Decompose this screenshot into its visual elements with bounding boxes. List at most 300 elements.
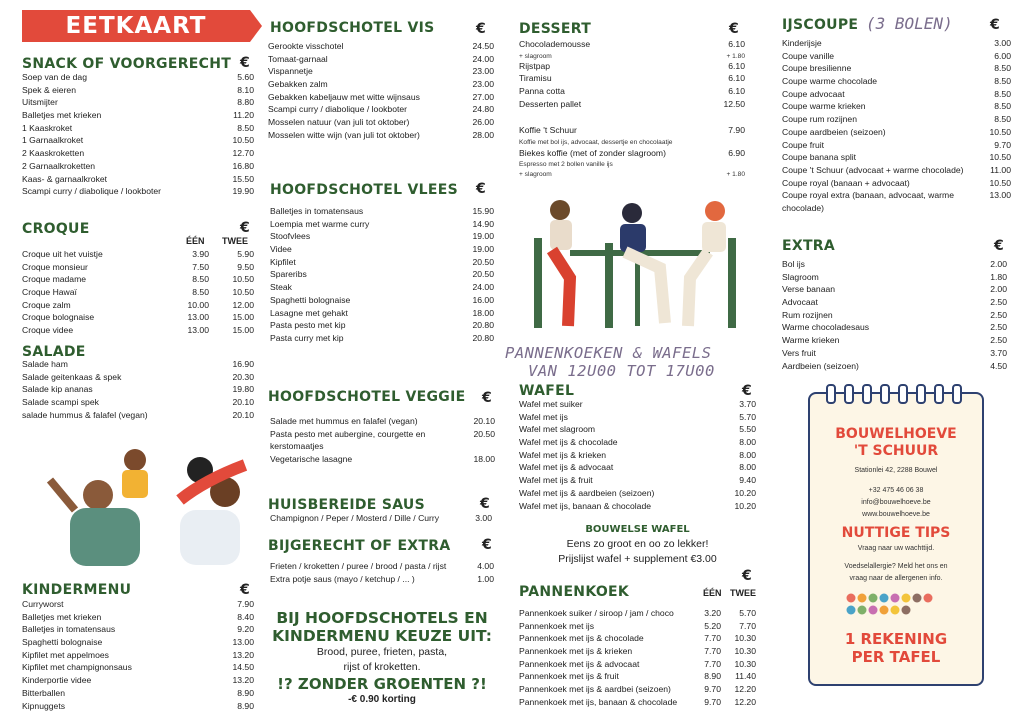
- ijscoupe-title: IJSCOUPE: [782, 17, 859, 33]
- item-price: 5.50: [739, 424, 756, 435]
- menu-row: [782, 164, 1011, 177]
- croque-col-een: ÉÉN: [186, 236, 205, 246]
- item-price: + 1.80: [726, 52, 745, 60]
- saus-item: Champignon / Peper / Mosterd / Dille / Curry: [270, 513, 440, 523]
- menu-row: [268, 53, 494, 66]
- item-price: 8.90: [237, 687, 254, 698]
- item-name: Balletjes in tomatensaus: [270, 206, 364, 216]
- menu-row: [22, 358, 254, 371]
- euro-sign: €: [240, 582, 250, 598]
- item-name: Gerookte visschotel: [268, 41, 344, 51]
- menu-row: [270, 307, 494, 320]
- menu-row: [22, 674, 254, 687]
- item-name: Rum rozijnen: [782, 309, 833, 320]
- phone[interactable]: +32 475 46 06 38: [868, 487, 924, 494]
- item-price: 26.00: [472, 117, 494, 128]
- address: Stationlei 42, 2288 Bouwel: [854, 467, 938, 474]
- pannen-hand-line1: PANNENKOEKEN & WAFELS: [505, 344, 712, 362]
- item-name: Pasta curry met kip: [270, 332, 344, 343]
- item-price: 24.00: [472, 282, 494, 293]
- menu-row: [782, 360, 1007, 373]
- item-name: Pannenkoek met ijs & aardbei (seizoen): [519, 684, 671, 695]
- menu-row: [268, 65, 494, 78]
- item-name: 2 Kaaskroketten: [22, 148, 85, 159]
- item-price: 24.80: [472, 104, 494, 115]
- item-price: 1.80: [990, 271, 1007, 282]
- menu-row: [270, 560, 494, 573]
- item-price: 13.20: [232, 675, 254, 686]
- item-name: Mosselen witte wijn (van juli tot oktober): [268, 129, 420, 140]
- item-name: Salade kip ananas: [22, 384, 93, 395]
- menu-row: [782, 334, 1007, 347]
- price-twee: 10.30: [734, 646, 756, 657]
- menu-row: [22, 160, 254, 173]
- menu-row: [270, 440, 495, 453]
- pannenkoek-col-een: ÉÉN: [703, 588, 722, 598]
- info-notebook: [808, 392, 984, 686]
- item-name: 1 Kaaskroket: [22, 122, 73, 133]
- price-twee: 15.00: [232, 325, 254, 336]
- menu-row: [782, 88, 1011, 101]
- item-name: Wafel met ijs, banaan & chocolade: [519, 500, 652, 511]
- menu-row: [22, 173, 254, 186]
- item-price: 18.00: [473, 454, 495, 465]
- item-name: Scampi curry / diabolique / lookboter: [268, 104, 408, 115]
- menu-row: [519, 51, 745, 60]
- saus-title: HUISBEREIDE SAUS: [268, 497, 425, 513]
- item-name: Balletjes met krieken: [22, 611, 102, 622]
- euro-sign: €: [482, 537, 492, 553]
- bouwelse-line1: Eens zo groot en oo zo lekker!: [566, 538, 709, 550]
- item-name: Coupe bresilienne: [782, 63, 852, 74]
- item-price: 9.40: [739, 475, 756, 486]
- item-price: 2.50: [990, 309, 1007, 320]
- title-banner: [22, 10, 250, 42]
- item-name: Wafel met ijs & krieken: [519, 449, 607, 460]
- kinder-list: [22, 598, 254, 712]
- bouwelse-title: BOUWELSE WAFEL: [585, 524, 690, 535]
- item-price: 8.50: [237, 122, 254, 133]
- item-price: 9.70: [994, 139, 1011, 150]
- menu-row: [270, 230, 494, 243]
- menu-row: [270, 243, 494, 256]
- menu-row: [268, 91, 494, 104]
- page-title: EETKAART: [65, 13, 207, 39]
- item-price: 2.50: [990, 297, 1007, 308]
- euro-sign: €: [240, 55, 250, 71]
- keuze-line5: !? ZONDER GROENTEN ?!: [277, 675, 487, 693]
- menu-row: [782, 321, 1007, 334]
- item-price: 24.00: [472, 53, 494, 64]
- price-twee: 12.00: [232, 299, 254, 310]
- euro-sign: €: [482, 390, 492, 406]
- menu-row: [268, 78, 494, 91]
- menu-row: [22, 623, 254, 636]
- slagroom-extra: + slagroom: [519, 171, 552, 179]
- item-price: 24.50: [472, 41, 494, 51]
- menu-row: [22, 71, 254, 84]
- item-name: Pannenkoek met ijs & krieken: [519, 646, 633, 657]
- extra-list: [782, 258, 1007, 372]
- item-name: 1 Garnaalkroket: [22, 135, 84, 146]
- price-een: 8.50: [192, 274, 209, 285]
- menu-row: [519, 474, 756, 487]
- menu-row: [782, 37, 1011, 50]
- menu-row: [268, 103, 494, 116]
- menu-row: [22, 299, 254, 312]
- spiral-ring: [826, 384, 836, 404]
- item-price: 2.00: [990, 284, 1007, 295]
- price-een: 7.70: [704, 633, 721, 644]
- euro-sign: €: [990, 17, 1000, 33]
- price-een: 7.70: [704, 658, 721, 669]
- item-price: 13.00: [989, 190, 1011, 201]
- vis-list: [268, 40, 494, 142]
- item-name: Uitsmijter: [22, 97, 58, 108]
- item-name: Coupe royal extra (banaan, advocaat, warme: [782, 190, 954, 201]
- table-illustration: [530, 198, 740, 333]
- item-name: Salade geitenkaas & spek: [22, 371, 122, 382]
- menu-row: [22, 611, 254, 624]
- item-price: 6.10: [728, 39, 745, 49]
- item-name: Kipfilet met appelmoes: [22, 649, 109, 660]
- price-een: 8.50: [192, 287, 209, 298]
- item-name: Wafel met ijs & fruit: [519, 475, 593, 486]
- item-name: Aardbeien (seizoen): [782, 360, 859, 371]
- price-twee: 12.20: [734, 696, 756, 707]
- item-price: 12.70: [232, 148, 254, 159]
- price-een: 3.90: [192, 249, 209, 259]
- menu-row: [268, 40, 494, 53]
- menu-row: [782, 139, 1011, 152]
- item-price: 23.00: [472, 79, 494, 90]
- salade-title: SALADE: [22, 344, 86, 360]
- salade-list: [22, 358, 254, 421]
- item-price: 6.10: [728, 73, 745, 84]
- keuze-line4: rijst of kroketten.: [343, 661, 421, 673]
- dessert-list: [519, 38, 745, 110]
- item-price: 4.00: [477, 561, 494, 571]
- saus-list: [270, 512, 492, 525]
- item-price: 10.20: [734, 500, 756, 511]
- dessert-title: DESSERT: [519, 21, 592, 37]
- menu-row: [270, 428, 495, 441]
- menu-row: [782, 189, 1011, 202]
- spiral-ring: [934, 384, 944, 404]
- saus-price: 3.00: [475, 513, 492, 523]
- menu-row: [519, 60, 745, 73]
- price-twee: 5.90: [237, 249, 254, 259]
- item-name: Panna cotta: [519, 86, 565, 97]
- item-price: 8.80: [237, 97, 254, 108]
- item-name: Gebakken zalm: [268, 79, 328, 90]
- item-price: 14.50: [232, 662, 254, 673]
- item-name: Pasta pesto met aubergine, courgette en: [270, 428, 426, 439]
- ijscoupe-hand: (3 BOLEN): [866, 14, 953, 33]
- menu-row: [22, 84, 254, 97]
- item-name: Bitterballen: [22, 687, 65, 698]
- spiral-ring: [844, 384, 854, 404]
- item-name: Tiramisu: [519, 73, 552, 84]
- item-name: Kipfilet met champignonsaus: [22, 662, 132, 673]
- menu-row: [782, 296, 1007, 309]
- item-name: Slagroom: [782, 271, 819, 282]
- biekes-koffie-price: 6.90: [728, 147, 745, 158]
- restaurant-name-2: 'T SCHUUR: [853, 443, 939, 459]
- tip-3: vraag naar de allergenen info.: [849, 575, 943, 582]
- item-price: 18.00: [472, 307, 494, 318]
- croque-col-twee: TWEE: [222, 236, 248, 246]
- menu-row: [782, 62, 1011, 75]
- item-name: Wafel met ijs & aardbeien (seizoen): [519, 487, 655, 498]
- menu-row: [519, 72, 745, 85]
- vlees-list: [270, 205, 494, 345]
- menu-row: [22, 273, 254, 286]
- euro-sign: €: [476, 181, 486, 197]
- menu-row: [519, 38, 745, 51]
- item-name: Coupe advocaat: [782, 88, 845, 99]
- item-name: Pannenkoek met ijs & advocaat: [519, 658, 640, 669]
- item-name: Kipfilet: [270, 256, 296, 267]
- item-price: 15.90: [472, 206, 494, 216]
- item-price: 8.00: [739, 437, 756, 448]
- wafel-list: [519, 398, 756, 512]
- item-name: Salade scampi spek: [22, 397, 99, 408]
- euro-sign: €: [480, 496, 490, 512]
- item-name: Spareribs: [270, 269, 307, 280]
- item-price: 8.90: [237, 700, 254, 711]
- menu-row: [22, 324, 254, 337]
- item-price: 4.50: [990, 360, 1007, 371]
- item-name: Kinderijsje: [782, 38, 822, 48]
- item-name: Spaghetti bolognaise: [22, 637, 103, 648]
- item-price: 3.70: [990, 347, 1007, 358]
- email[interactable]: info@bouwelhoeve.be: [861, 499, 931, 506]
- item-name: Wafel met ijs & advocaat: [519, 462, 614, 473]
- menu-row: [22, 109, 254, 122]
- item-name: Extra potje saus (mayo / ketchup / ... ): [270, 573, 415, 584]
- menu-row: [519, 449, 756, 462]
- pannen-hand-line2: VAN 12U00 TOT 17U00: [528, 362, 715, 380]
- item-price: 20.30: [232, 371, 254, 382]
- item-name: Wafel met ijs: [519, 411, 568, 422]
- item-name: Wafel met suiker: [519, 399, 583, 409]
- menu-row: [22, 661, 254, 674]
- item-name: kerstomaatjes: [270, 441, 324, 452]
- item-name: Kaas- & garnaalkroket: [22, 173, 108, 184]
- item-price: 6.10: [728, 60, 745, 71]
- item-name: Bol ijs: [782, 259, 805, 269]
- menu-row: [519, 500, 756, 513]
- ijscoupe-list: [782, 37, 1011, 215]
- menu-row: [519, 696, 756, 709]
- tip-2: Voedselallergie? Meld het ons en: [844, 563, 948, 570]
- bijgerecht-title: BIJGERECHT OF EXTRA: [268, 538, 451, 554]
- item-price: 5.70: [739, 411, 756, 422]
- menu-row: [519, 411, 756, 424]
- menu-row: [22, 147, 254, 160]
- keuze-block: [262, 609, 502, 706]
- item-name: Desserten pallet: [519, 98, 582, 109]
- bill-line-1: 1 REKENING: [844, 630, 948, 648]
- item-price: 10.50: [989, 177, 1011, 188]
- menu-row: [22, 248, 254, 261]
- item-price: 14.90: [472, 218, 494, 229]
- price-twee: 10.30: [734, 658, 756, 669]
- spiral-ring: [952, 384, 962, 404]
- price-een: 3.20: [704, 608, 721, 618]
- wafel-title: WAFEL: [519, 383, 575, 399]
- item-price: 20.10: [473, 416, 495, 426]
- item-name: Chocolademousse: [519, 39, 591, 49]
- price-twee: 7.70: [739, 620, 756, 631]
- menu-row: [782, 50, 1011, 63]
- item-name: Kipnuggets: [22, 700, 66, 711]
- keuze-line3: Brood, puree, frieten, pasta,: [316, 646, 448, 658]
- item-price: 13.00: [232, 637, 254, 648]
- menu-row: [519, 607, 756, 620]
- euro-sign: €: [729, 21, 739, 37]
- spiral-ring: [916, 384, 926, 404]
- vis-title: HOOFDSCHOTEL VIS: [270, 20, 435, 36]
- price-een: 7.70: [704, 646, 721, 657]
- menu-row: [519, 423, 756, 436]
- menu-row: [519, 98, 745, 111]
- item-name: Coupe aardbeien (seizoen): [782, 126, 886, 137]
- menu-row: [782, 75, 1011, 88]
- item-price: 2.00: [990, 259, 1007, 269]
- item-price: 3.70: [739, 399, 756, 409]
- spiral-ring: [862, 384, 872, 404]
- item-name: Videe: [270, 244, 292, 255]
- item-name: Croque madame: [22, 274, 87, 285]
- item-name: Frieten / kroketten / puree / brood / pasta / rijst: [270, 561, 447, 571]
- item-price: 19.00: [472, 231, 494, 242]
- item-price: 8.00: [739, 449, 756, 460]
- item-price: 9.20: [237, 624, 254, 635]
- item-price: 19.00: [472, 244, 494, 255]
- item-price: 23.00: [472, 66, 494, 77]
- item-price: 10.20: [734, 487, 756, 498]
- menu-row: [22, 409, 254, 422]
- price-een: 9.70: [704, 696, 721, 707]
- item-price: 20.10: [232, 409, 254, 420]
- menu-row: [519, 620, 756, 633]
- price-twee: 15.00: [232, 312, 254, 323]
- item-price: 16.00: [472, 294, 494, 305]
- bill-line-2: PER TAFEL: [851, 648, 941, 666]
- item-price: 15.50: [232, 173, 254, 184]
- item-price: 2.50: [990, 322, 1007, 333]
- item-price: 28.00: [472, 129, 494, 140]
- menu-row: [270, 268, 494, 281]
- item-name: Wafel met slagroom: [519, 424, 596, 435]
- price-twee: 10.50: [232, 274, 254, 285]
- biekes-koffie-desc: Espresso met 2 bollen vanille ijs: [519, 161, 613, 169]
- menu-row: [782, 151, 1011, 164]
- koffie-name: Koffie 't Schuur: [519, 125, 577, 135]
- item-name: Lasagne met gehakt: [270, 307, 348, 318]
- price-een: 9.70: [704, 684, 721, 695]
- menu-row: [519, 645, 756, 658]
- koffie-desc: Koffie met bol ijs, advocaat, dessertje en chocolaatje: [519, 138, 673, 146]
- menu-row: [270, 332, 494, 345]
- croque-title: CROQUE: [22, 221, 90, 237]
- item-price: 10.50: [989, 126, 1011, 137]
- menu-row: [268, 129, 494, 142]
- item-price: 8.00: [739, 462, 756, 473]
- restaurant-name-1: BOUWELHOEVE: [835, 426, 957, 442]
- item-name: Pannenkoek met ijs & chocolade: [519, 633, 644, 644]
- price-twee: 12.20: [734, 684, 756, 695]
- item-price: 1.00: [477, 573, 494, 584]
- euro-sign: €: [240, 220, 250, 236]
- item-name: Coupe fruit: [782, 139, 825, 150]
- menu-row: [519, 670, 756, 683]
- item-price: 8.50: [994, 101, 1011, 112]
- euro-sign: €: [742, 383, 752, 399]
- snack-list: [22, 71, 254, 198]
- price-een: 13.00: [187, 312, 209, 323]
- item-price: 19.90: [232, 186, 254, 197]
- item-name: Wafel met ijs & chocolade: [519, 437, 618, 448]
- bouwelse-block: [519, 523, 756, 567]
- menu-row: [22, 383, 254, 396]
- item-price: 6.10: [728, 86, 745, 97]
- menu-row: [782, 271, 1007, 284]
- item-name: Pannenkoek met ijs, banaan & chocolade: [519, 696, 678, 707]
- item-price: 13.20: [232, 649, 254, 660]
- item-price: 11.20: [233, 110, 254, 121]
- item-name: Soep van de dag: [22, 72, 87, 82]
- menu-row: [22, 649, 254, 662]
- menu-row: [270, 294, 494, 307]
- allergen-icon: [847, 594, 933, 615]
- item-name: salade hummus & falafel (vegan): [22, 409, 148, 420]
- menu-row: [22, 185, 254, 198]
- item-price: 8.40: [237, 611, 254, 622]
- item-price: 10.50: [232, 135, 254, 146]
- item-name: Tomaat-garnaal: [268, 53, 328, 64]
- item-name: Loempia met warme curry: [270, 218, 370, 229]
- euro-sign: €: [994, 238, 1004, 254]
- menu-row: [268, 116, 494, 129]
- menu-row: [519, 436, 756, 449]
- kinder-title: KINDERMENU: [22, 582, 132, 598]
- item-price: 8.10: [237, 84, 254, 95]
- pannenkoek-title: PANNENKOEK: [519, 584, 630, 600]
- keuze-line6: -€ 0.90 korting: [348, 694, 416, 705]
- menu-row: [519, 398, 756, 411]
- menu-row: [22, 261, 254, 274]
- item-name: Stoofvlees: [270, 231, 311, 242]
- menu-row: [519, 632, 756, 645]
- item-name: Warme krieken: [782, 335, 840, 346]
- item-name: chocolade): [782, 202, 825, 213]
- item-name: Rijstpap: [519, 60, 551, 71]
- item-name: + slagroom: [519, 52, 552, 60]
- item-name: Coupe royal (banaan + advocaat): [782, 177, 910, 188]
- menu-row: [782, 258, 1007, 271]
- item-price: 2.50: [990, 335, 1007, 346]
- menu-row: [22, 286, 254, 299]
- item-name: Croque videe: [22, 325, 74, 336]
- item-price: 20.80: [472, 332, 494, 343]
- item-price: 20.80: [472, 320, 494, 331]
- item-name: Vers fruit: [782, 347, 816, 358]
- website[interactable]: www.bouwelhoeve.be: [862, 511, 930, 518]
- item-name: Salade ham: [22, 359, 68, 369]
